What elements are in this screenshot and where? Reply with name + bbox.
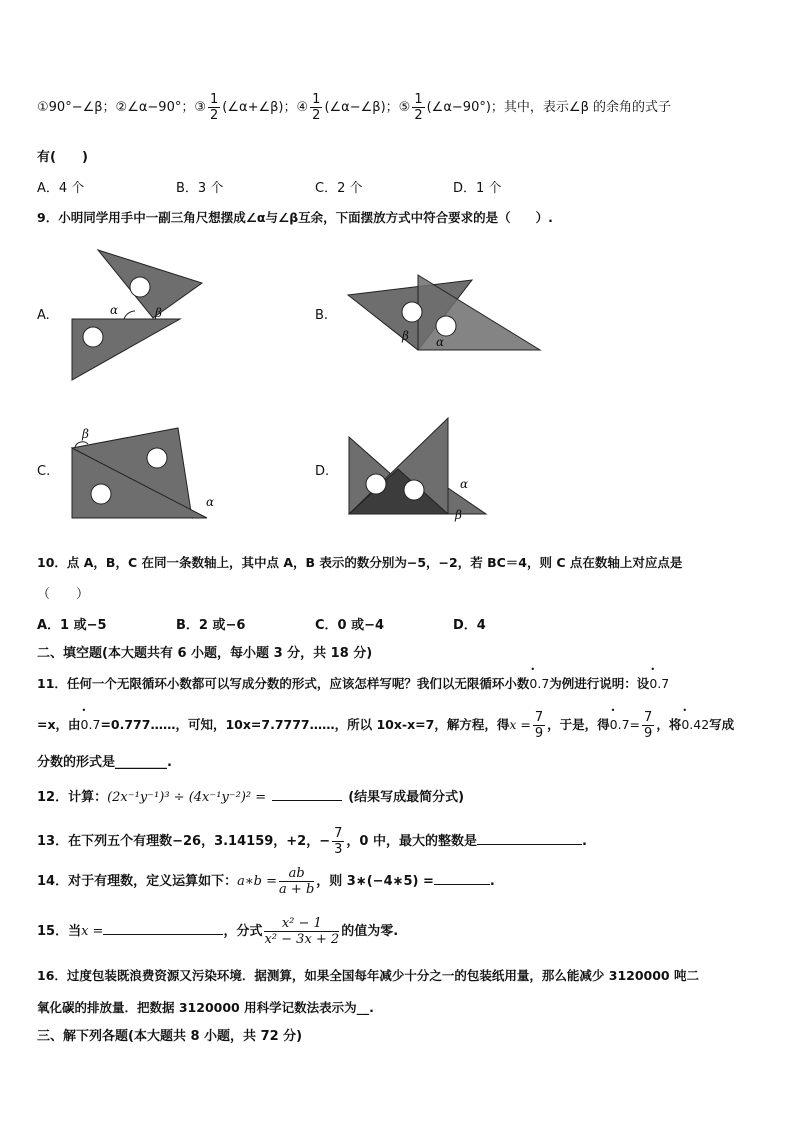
q8-option-d: D．1 个 [453, 181, 502, 196]
repeating-decimal: • 0.7 [649, 676, 669, 691]
q12: 12．计算：(2x⁻¹y⁻¹)³ ÷ (4x⁻¹y⁻²)² = (结果写成最简分式) [37, 786, 464, 805]
section-3-heading: 三、解下列各题(本大题共 8 小题，共 72 分) [37, 1029, 303, 1044]
q9-option-a-label: A. [37, 308, 50, 323]
q9-option-b-label: B. [315, 308, 329, 323]
repeating-decimal: • 0.7 [529, 676, 549, 691]
section-2-heading: 二、填空题(本大题共有 6 小题，每小题 3 分，共 18 分) [37, 646, 373, 661]
beta-label: β [82, 427, 89, 441]
hole [366, 474, 386, 494]
q8-option-a: A．4 个 [37, 181, 85, 196]
answer-blank[interactable] [477, 831, 582, 845]
fraction: $\frac{\text{x² − 1}}{\text{x² − 3x + 2}}$ [264, 916, 340, 947]
hole [91, 484, 111, 504]
q9-stem: 9．小明同学用手中一副三角尺想摆成∠α与∠β互余，下面摆放方式中符合要求的是（ ）. [37, 210, 553, 225]
fraction: $\frac{1}{2}$ [414, 92, 423, 123]
alpha-label: α [460, 477, 469, 491]
fraction: $\frac{1}{2}$ [210, 92, 219, 123]
alpha-label: α [206, 495, 215, 509]
q16-line1: 16．过度包装既浪费资源又污染环境．据测算，如果全国每年减少十分之一的包装纸用量，那么能减少 3120000 吨二 [37, 968, 699, 983]
q8-part1: ①90°−∠β；②∠α−90°；③ [37, 100, 207, 115]
q15: 15．当x = ，分式 $\frac{\text{x² − 1}}{\text{x² − 3x + 2}}$ 的值为零. [37, 916, 399, 947]
q12-expression: (2x⁻¹y⁻¹)³ ÷ (4x⁻¹y⁻²)² = [107, 790, 267, 805]
fraction: $\frac{7}{9}$ [644, 710, 653, 741]
answer-blank[interactable] [272, 787, 342, 801]
q10-option-c: C．0 或−4 [315, 618, 385, 633]
q10-paren: （ ） [37, 587, 90, 602]
hole [147, 448, 167, 468]
hole [402, 302, 422, 322]
beta-label: β [155, 306, 162, 320]
q10-option-b: B．2 或−6 [176, 618, 246, 633]
hole [83, 327, 103, 347]
q8-line1: ①90°−∠β；②∠α−90°；③ $\frac{1}{2}$ (∠α+∠β)；④ $\frac{1}{2}$ (∠α−∠β)；⑤ $\frac{1}{2}$ (∠α−90°)；其中，表示∠β 的余角的式子 [37, 92, 671, 123]
q14: 14．对于有理数，定义运算如下：a∗b = $\frac{ab}{a + b}$ ，则 3∗(−4∗5) = . [37, 866, 495, 897]
beta-label: β [402, 329, 409, 343]
beta-label: β [455, 508, 462, 522]
fraction: $\frac{ab}{a + b}$ [279, 866, 315, 897]
q11-line3: 分数的形式是________. [37, 755, 172, 770]
hole [436, 316, 456, 336]
answer-blank[interactable] [103, 921, 223, 935]
alpha-label: α [436, 335, 445, 349]
q16-line2: 氧化碳的排放量．把数据 3120000 用科学记数法表示为__. [37, 1000, 374, 1015]
q13: 13．在下列五个有理数−26，3.14159，+2，− $\frac{7}{3}$ ，0 中，最大的整数是 . [37, 826, 587, 857]
q8-option-c: C．2 个 [315, 181, 363, 196]
fraction: $\frac{1}{2}$ [312, 92, 321, 123]
q9-option-c-label: C. [37, 464, 51, 479]
q11-line1: 11．任何一个无限循环小数都可以写成分数的形式，应该怎样写呢？我们以无限循环小数• 0.7为例进行说明：设• 0.7 [37, 674, 669, 692]
answer-blank[interactable] [434, 871, 490, 885]
fraction: $\frac{7}{3}$ [334, 826, 343, 857]
figure-c [60, 420, 220, 530]
q8-line2: 有( ) [37, 150, 88, 165]
repeating-decimal: • 0.7 [81, 717, 101, 732]
figure-a [60, 245, 210, 385]
fraction: $\frac{7}{9}$ [534, 710, 544, 741]
angle-arc [124, 311, 135, 319]
q11-line2: =x，由• 0.7=0.777……，可知，10x=7.7777……，所以 10x-x=7，解方程，得x = $\frac{7}{9}$ ，于是，得• 0.7= $\frac{7}{9}$ ，将• 0.42写成 [37, 710, 734, 741]
figure-b [340, 270, 550, 360]
q9-option-d-label: D. [315, 464, 330, 479]
hole [130, 277, 150, 297]
alpha-label: α [110, 303, 119, 317]
repeating-decimal: • 0.7 [610, 717, 630, 732]
q10-stem: 10．点 A，B，C 在同一条数轴上，其中点 A，B 表示的数分别为−5，−2，若 BC＝4，则 C 点在数轴上对应点是 [37, 555, 683, 570]
repeating-decimal: • 0.42 [681, 717, 709, 732]
figure-d [340, 412, 500, 527]
hole [404, 480, 424, 500]
q10-option-d: D．4 [453, 618, 486, 633]
q10-option-a: A．1 或−5 [37, 618, 107, 633]
triangle [448, 488, 486, 514]
q8-option-b: B．3 个 [176, 181, 224, 196]
